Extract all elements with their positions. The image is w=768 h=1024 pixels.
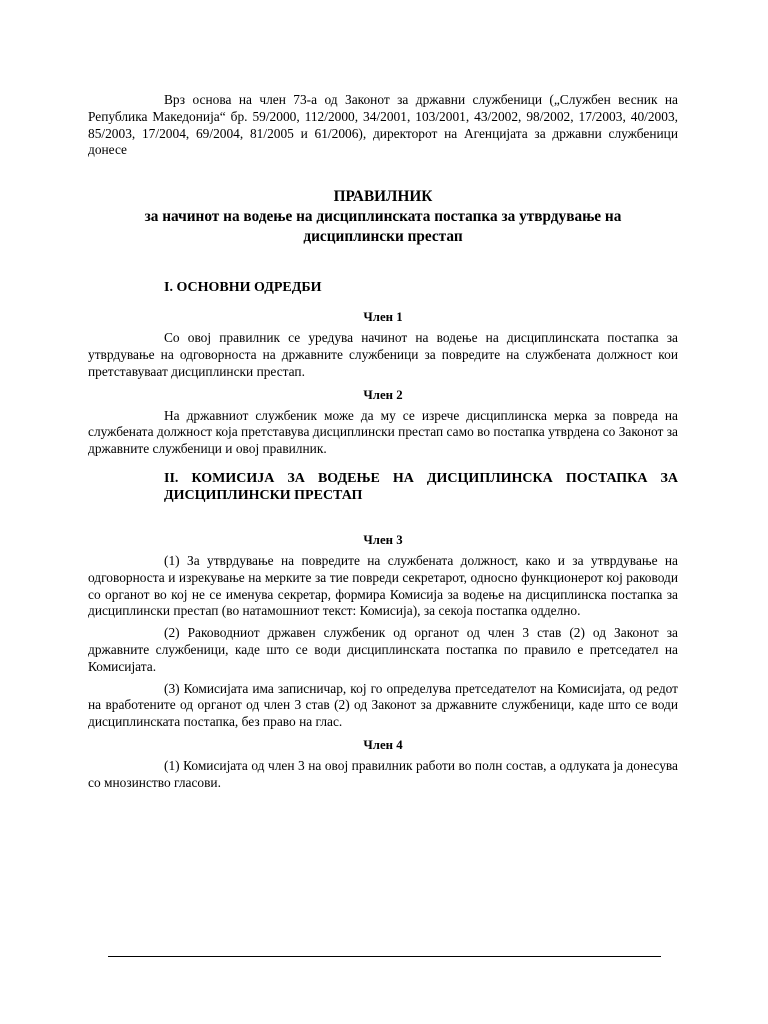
document-title: ПРАВИЛНИК — [333, 188, 433, 206]
document-page — [88, 92, 678, 792]
document-subtitle-line-2: дисциплински престап — [303, 228, 463, 246]
article-4-paragraph-1: (1) Комисијата од член 3 на овој правилник работи во полн состав, а одлуката ја донесува со мнозинство гласови. — [88, 757, 678, 790]
article-2-title: Член 2 — [363, 387, 403, 402]
article-3-paragraph-3: (3) Комисијата има записничар, кој го определува претседателот на Комисијата, од редот на вработените од органот од член 3 став (2) од Законот за државните службеници, каде што се води дисциплинската постапка, без право на глас. — [88, 680, 678, 730]
section-heading-commission: II. КОМИСИЈА ЗА ВОДЕЊЕ НА ДИСЦИПЛИНСКА ПОСТАПКА ЗА ДИСЦИПЛИНСКИ ПРЕСТАП — [164, 470, 678, 503]
document-subtitle-line-1: за начинот на водење на дисциплинската постапка за утврдување на — [144, 208, 622, 226]
article-1-text: Со овој правилник се уредува начинот на водење на дисциплинската постапка за утврдување на одговорноста на државните службеници за повредите на службената должност кои претставуваат дисциплински престап. — [88, 330, 678, 379]
article-4-title: Член 4 — [363, 737, 403, 752]
article-3-title: Член 3 — [363, 532, 403, 547]
preamble-paragraph: Врз основа на член 73-а од Законот за државни службеници („Службен весник на Република Македонија“ бр. 59/2000, 112/2000, 34/2001, 103/2001, 43/2002, 98/2002, 17/2003, 40/2003, 85/2003, 17/2004, 69/2004, 81/2005 и 61/2006), директорот на Агенцијата за државни службеници донесе — [88, 92, 678, 158]
footer-divider — [108, 956, 661, 957]
article-1-title: Член 1 — [363, 310, 403, 325]
article-2-text: На државниот службеник може да му се изрече дисциплинска мерка за повреда на службената должност која претставува дисциплински престап само во постапка утврдена со Законот за државните службеници и овој правилник. — [88, 407, 678, 457]
article-3-paragraph-2: (2) Раководниот државен службеник од органот од член 3 став (2) од Законот за државните службеници, каде што се води дисциплинската постапка по правило е претседател на Комисијата. — [88, 625, 678, 674]
section-heading-basic-provisions: I. ОСНОВНИ ОДРЕДБИ — [164, 280, 322, 296]
article-3-paragraph-1: (1) За утврдување на повредите на службената должност, како и за утврдување на одговорноста и изрекување на мерките за тие повреди секретарот, односно функционерот кој раководи со органот во кој не се именува секретар, формира Комисија за водење на дисциплинска постапка за дисциплински престап (во натамошниот текст: Комисија), за секоја постапка одделно. — [88, 552, 678, 619]
